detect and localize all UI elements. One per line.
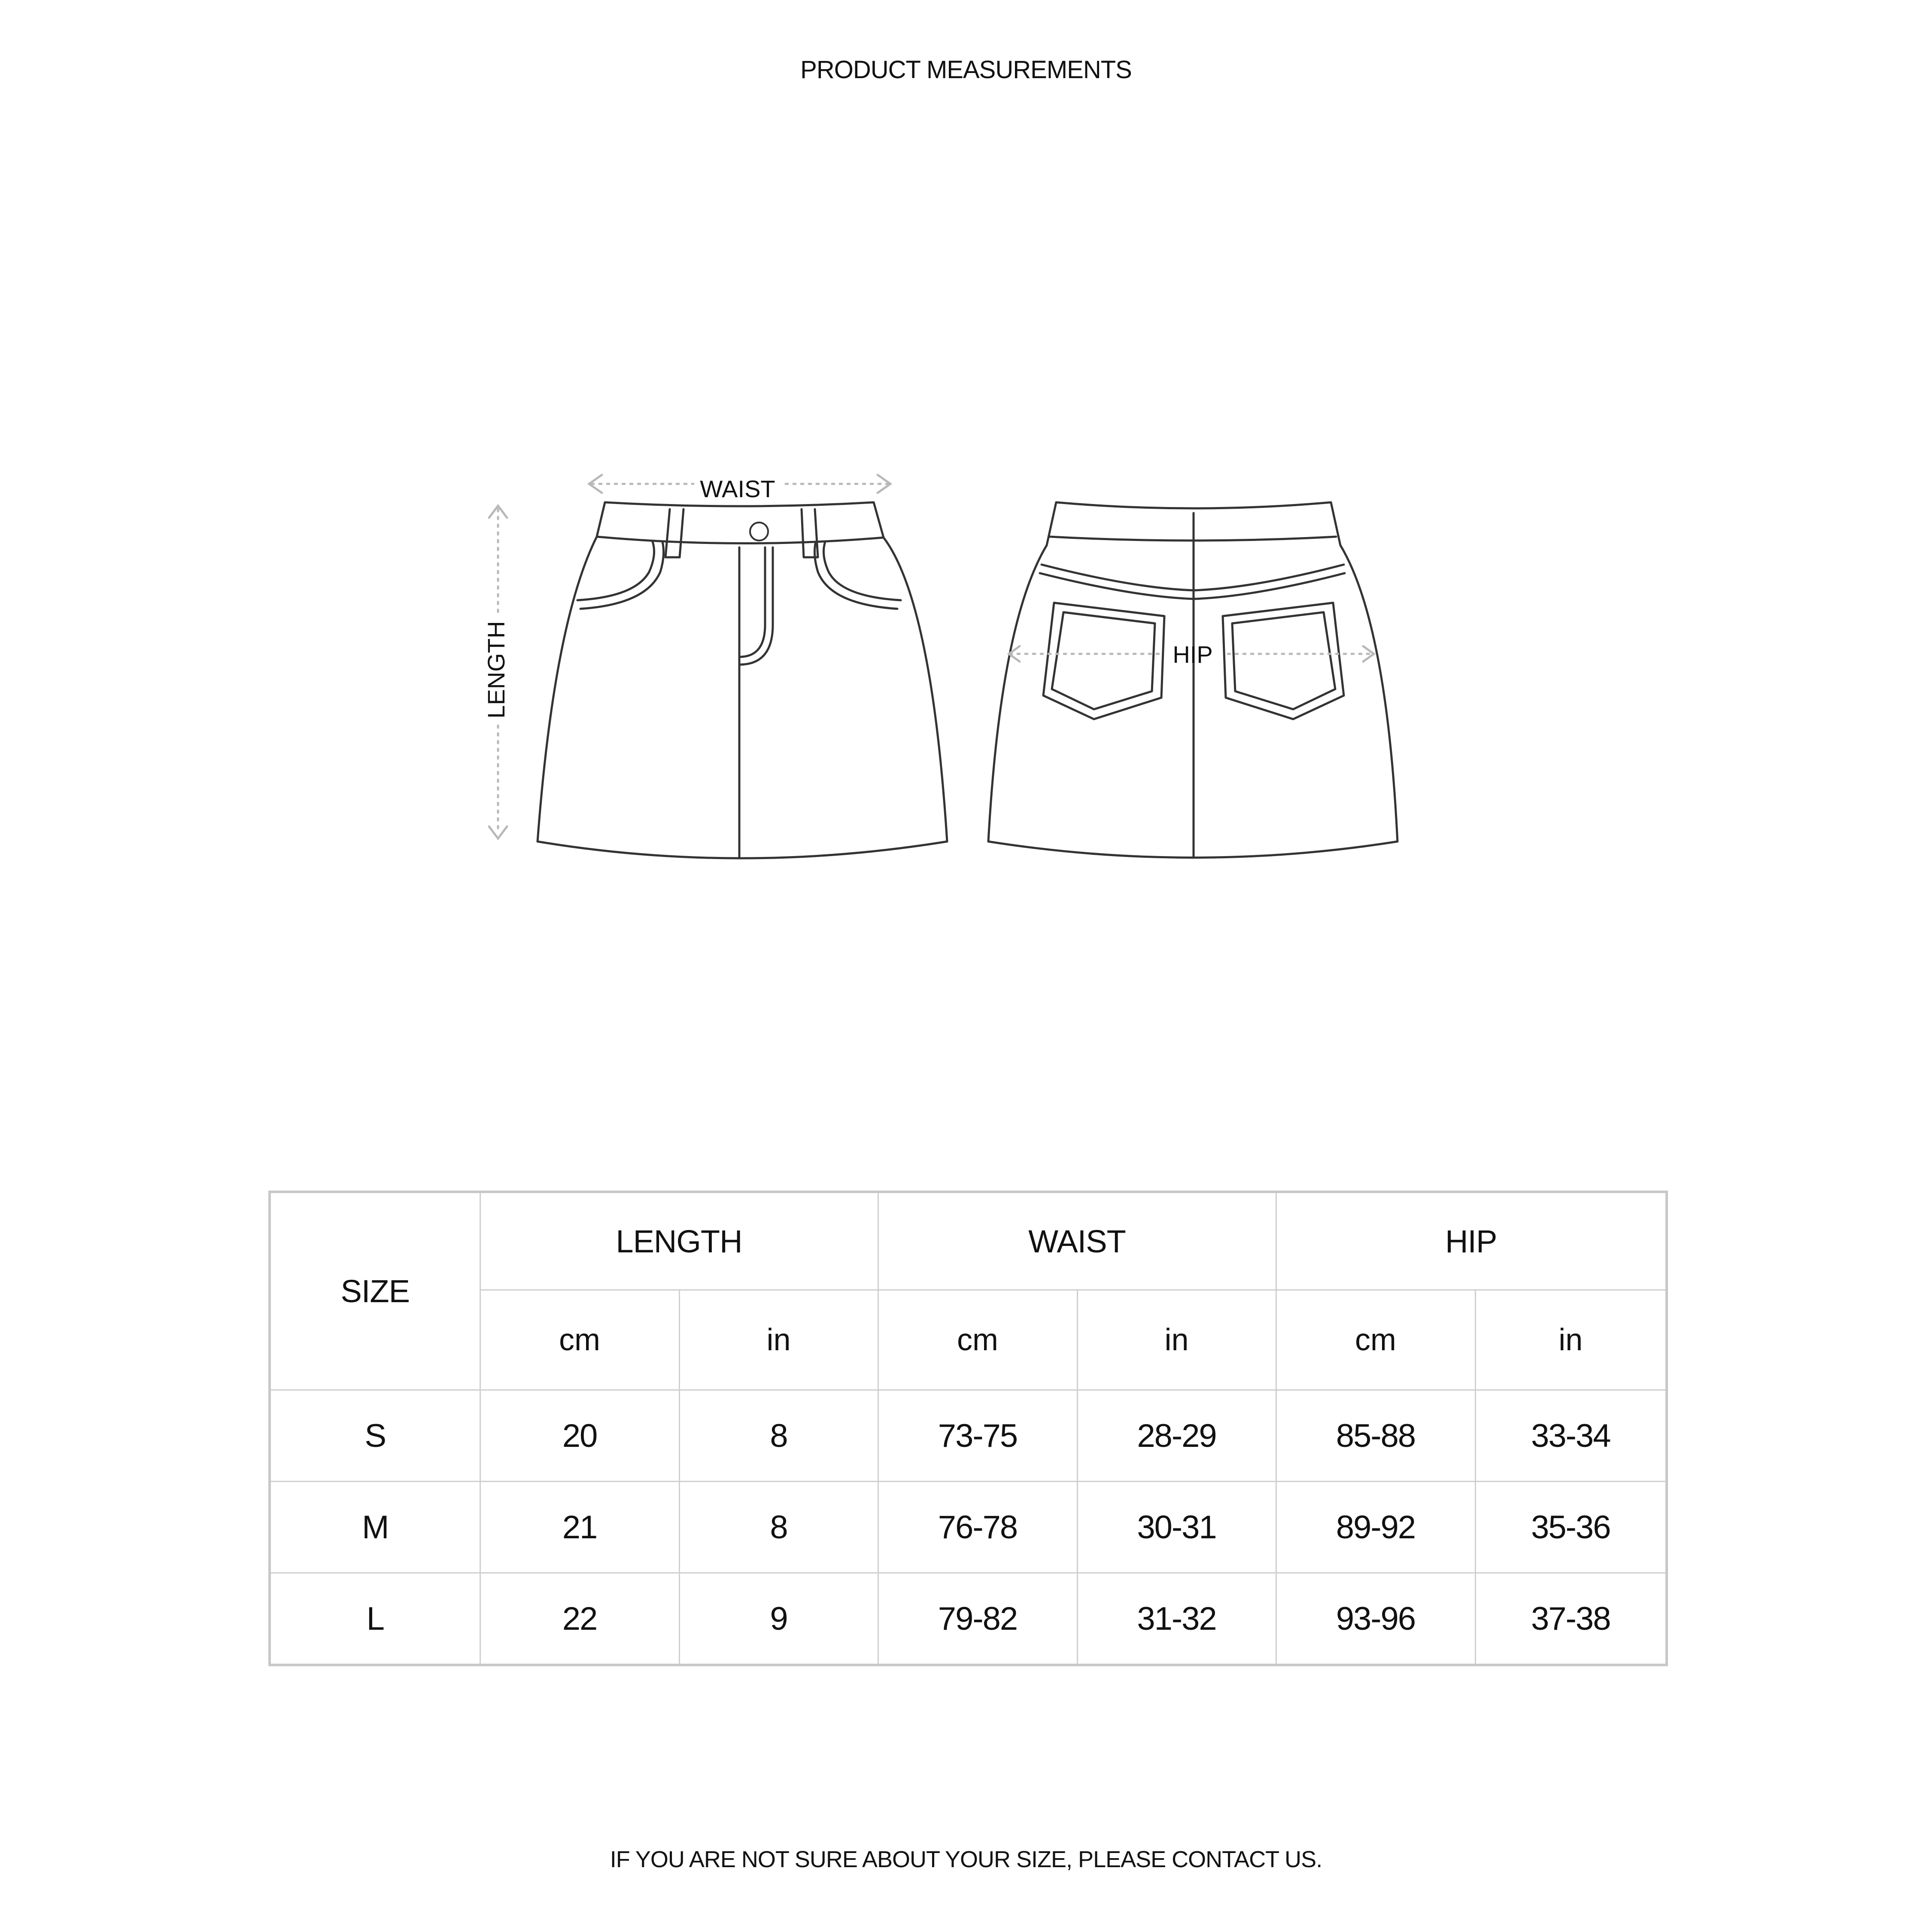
table-row — [270, 1390, 1667, 1482]
unit-header: in — [1475, 1290, 1667, 1390]
value-cell: 85-88 — [1276, 1390, 1475, 1482]
value-cell: 93-96 — [1276, 1573, 1475, 1665]
size-cell: L — [270, 1573, 480, 1665]
value-cell: 31-32 — [1077, 1573, 1276, 1665]
value-cell: 73-75 — [878, 1390, 1077, 1482]
length-header: LENGTH — [480, 1192, 878, 1290]
value-cell: 76-78 — [878, 1482, 1077, 1573]
value-cell: 21 — [480, 1482, 679, 1573]
value-cell: 35-36 — [1475, 1482, 1667, 1573]
value-cell: 20 — [480, 1390, 679, 1482]
size-cell: S — [270, 1390, 480, 1482]
table-header-row — [270, 1192, 1667, 1290]
length-label: LENGTH — [483, 621, 510, 719]
table-row — [270, 1573, 1667, 1665]
value-cell: 37-38 — [1475, 1573, 1667, 1665]
unit-header: in — [679, 1290, 878, 1390]
hip-header: HIP — [1276, 1192, 1667, 1290]
footer-note: IF YOU ARE NOT SURE ABOUT YOUR SIZE, PLEASE CONTACT US. — [610, 1847, 1322, 1872]
skirt-front — [538, 502, 947, 858]
value-cell: 89-92 — [1276, 1482, 1475, 1573]
unit-header: cm — [878, 1290, 1077, 1390]
value-cell: 30-31 — [1077, 1482, 1276, 1573]
waist-header: WAIST — [878, 1192, 1276, 1290]
waist-label: WAIST — [700, 475, 775, 502]
value-cell: 28-29 — [1077, 1390, 1276, 1482]
value-cell: 9 — [679, 1573, 878, 1665]
value-cell: 33-34 — [1475, 1390, 1667, 1482]
unit-header: cm — [480, 1290, 679, 1390]
value-cell: 22 — [480, 1573, 679, 1665]
unit-header: in — [1077, 1290, 1276, 1390]
page-title: PRODUCT MEASUREMENTS — [800, 56, 1132, 84]
value-cell: 79-82 — [878, 1573, 1077, 1665]
skirt-back — [988, 502, 1397, 858]
unit-header: cm — [1276, 1290, 1475, 1390]
value-cell: 8 — [679, 1482, 878, 1573]
size-cell: M — [270, 1482, 480, 1573]
size-chart-table — [268, 1191, 1668, 1666]
size-header: SIZE — [270, 1192, 480, 1390]
hip-label: HIP — [1173, 641, 1213, 668]
table-row — [270, 1482, 1667, 1573]
value-cell: 8 — [679, 1390, 878, 1482]
